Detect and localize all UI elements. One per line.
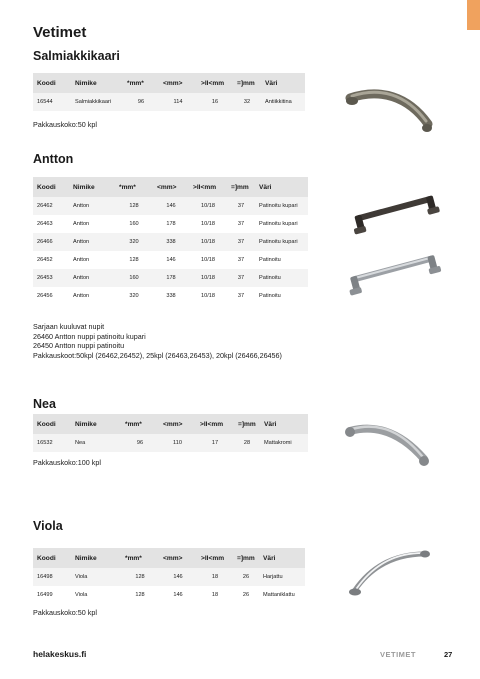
col-header: Koodi xyxy=(33,414,71,434)
cell-name: Antton xyxy=(69,233,115,251)
cell-cc: 128 xyxy=(115,197,153,215)
cell-name: Viola xyxy=(75,592,88,598)
col-header: Koodi xyxy=(33,177,69,197)
cell-code: 26462 xyxy=(33,197,69,215)
col-header: *mm* xyxy=(115,177,153,197)
cell-name: Antton xyxy=(69,269,115,287)
col-header: =]mm xyxy=(233,73,261,93)
cell-name: Antton xyxy=(73,257,90,263)
col-header: Nimike xyxy=(71,414,121,434)
cell-length: 338 xyxy=(166,293,176,299)
table-antton xyxy=(33,177,308,305)
note-line: Pakkauskoko:100 kpl xyxy=(33,458,101,467)
note-line: 26450 Antton nuppi patinoitu xyxy=(33,341,125,350)
cell-depth: 37 xyxy=(237,221,245,227)
cell-depth: 37 xyxy=(227,269,255,287)
col-header: >II<mm xyxy=(196,414,234,434)
col-header: <mm> xyxy=(159,414,196,434)
section-title-viola: Viola xyxy=(33,519,63,533)
cell-code: 26452 xyxy=(37,257,53,263)
cell-depth: 26 xyxy=(233,568,259,586)
col-header: =]mm xyxy=(227,177,255,197)
cell-height: 10/18 xyxy=(201,257,215,263)
cell-length: 114 xyxy=(159,93,197,111)
col-header: Koodi xyxy=(33,73,71,93)
cell-color: Patinoitu xyxy=(259,257,281,263)
cell-color: Antiikkitina xyxy=(261,93,305,111)
col-header: <mm> xyxy=(159,73,197,93)
note-line: Sarjaan kuuluvat nupit xyxy=(33,322,105,331)
table-salmiakkikaari xyxy=(33,73,305,111)
cell-depth: 37 xyxy=(227,233,255,251)
cell-code: 26466 xyxy=(33,233,69,251)
col-header: >II<mm xyxy=(197,548,233,568)
cell-color: Harjattu xyxy=(259,568,305,586)
section-tab-marker xyxy=(467,0,480,30)
cell-length: 110 xyxy=(159,434,196,452)
cell-color: Patinoitu xyxy=(255,269,308,287)
cell-code: 26456 xyxy=(37,293,53,299)
page-number: 27 xyxy=(444,650,453,659)
cell-code: 26453 xyxy=(33,269,69,287)
note-line: Pakkauskoko:50 kpl xyxy=(33,120,97,129)
col-header: =]mm xyxy=(233,548,259,568)
cell-length: 178 xyxy=(153,269,189,287)
table-viola xyxy=(33,548,305,604)
cell-code: 16532 xyxy=(33,434,71,452)
note-line: Pakkauskoko:50 kpl xyxy=(33,608,97,617)
col-header: *mm* xyxy=(123,73,159,93)
cell-color: Patinoitu kupari xyxy=(255,233,308,251)
notes-nea xyxy=(33,458,101,468)
table-row xyxy=(33,215,308,233)
col-header: >II<mm xyxy=(189,177,227,197)
cell-depth: 28 xyxy=(234,434,260,452)
table-row xyxy=(33,568,305,586)
cell-color: Patinoitu kupari xyxy=(259,221,298,227)
cell-height: 18 xyxy=(197,568,233,586)
footer-section-label: VETIMET xyxy=(380,650,417,659)
footer-site: helakeskus.fi xyxy=(33,649,87,659)
cell-depth: 37 xyxy=(237,293,245,299)
col-header: Väri xyxy=(255,177,308,197)
cell-depth: 37 xyxy=(237,257,245,263)
cell-depth: 37 xyxy=(227,197,255,215)
cell-height: 10/18 xyxy=(201,221,215,227)
col-header: Nimike xyxy=(69,177,115,197)
notes-viola xyxy=(33,608,97,618)
note-line: Pakkauskoot:50kpl (26462,26452), 25kpl (26463,26453), 20kpl (26466,26456) xyxy=(33,350,282,360)
cell-cc: 128 xyxy=(135,592,145,598)
col-header: Nimike xyxy=(71,548,121,568)
cell-height: 18 xyxy=(211,592,219,598)
col-header: Nimike xyxy=(71,73,123,93)
col-header: *mm* xyxy=(121,548,159,568)
cell-code: 16544 xyxy=(33,93,71,111)
cell-name: Antton xyxy=(69,197,115,215)
notes-salmiakkikaari xyxy=(33,120,97,130)
cell-name: Salmiakkikaari xyxy=(71,93,123,111)
cell-cc: 320 xyxy=(115,233,153,251)
col-header: <mm> xyxy=(153,177,189,197)
section-title-antton: Antton xyxy=(33,152,74,166)
cell-cc: 160 xyxy=(129,221,139,227)
cell-cc: 160 xyxy=(115,269,153,287)
salmiakkikaari-handle-image xyxy=(340,84,440,140)
cell-cc: 96 xyxy=(121,434,159,452)
col-header: >II<mm xyxy=(197,73,233,93)
cell-height: 10/18 xyxy=(189,233,227,251)
cell-length: 146 xyxy=(159,568,197,586)
table-row xyxy=(33,197,308,215)
note-line: 26460 Antton nuppi patinoitu kupari xyxy=(33,331,146,341)
cell-length: 146 xyxy=(173,592,183,598)
cell-height: 17 xyxy=(196,434,234,452)
cell-length: 178 xyxy=(166,221,176,227)
cell-color: Mattakromi xyxy=(260,434,308,452)
cell-code: 16499 xyxy=(37,592,53,598)
cell-color: Patinoitu kupari xyxy=(255,197,308,215)
col-header: Väri xyxy=(259,548,305,568)
section-title-nea: Nea xyxy=(33,397,56,411)
table-row xyxy=(33,251,308,269)
cell-depth: 26 xyxy=(242,592,250,598)
table-row xyxy=(33,287,308,305)
col-header: Koodi xyxy=(33,548,71,568)
col-header: Väri xyxy=(261,73,305,93)
cell-height: 10/18 xyxy=(189,269,227,287)
cell-height: 10/18 xyxy=(189,197,227,215)
cell-name: Nea xyxy=(71,434,121,452)
cell-cc: 320 xyxy=(129,293,139,299)
cell-cc: 128 xyxy=(129,257,139,263)
nea-handle-image xyxy=(340,415,435,473)
table-nea xyxy=(33,414,308,452)
table-row xyxy=(33,93,305,111)
col-header: <mm> xyxy=(159,548,197,568)
cell-name: Antton xyxy=(73,221,90,227)
antton-handle-image xyxy=(338,180,448,302)
cell-color: Mattaniklattu xyxy=(263,592,295,598)
col-header: *mm* xyxy=(121,414,159,434)
cell-color: Patinoitu xyxy=(259,293,281,299)
cell-height: 16 xyxy=(197,93,233,111)
cell-code: 16498 xyxy=(33,568,71,586)
viola-handle-image xyxy=(345,542,435,602)
cell-code: 26463 xyxy=(37,221,53,227)
cell-length: 146 xyxy=(166,257,176,263)
table-row xyxy=(33,434,308,452)
notes-antton xyxy=(33,322,282,360)
cell-length: 146 xyxy=(153,197,189,215)
cell-depth: 32 xyxy=(233,93,261,111)
table-row xyxy=(33,269,308,287)
cell-cc: 96 xyxy=(123,93,159,111)
cell-name: Viola xyxy=(71,568,121,586)
cell-name: Antton xyxy=(73,293,90,299)
table-row xyxy=(33,586,305,604)
section-title-salmiakkikaari: Salmiakkikaari xyxy=(33,49,120,63)
col-header: Väri xyxy=(260,414,308,434)
col-header: =]mm xyxy=(234,414,260,434)
table-row xyxy=(33,233,308,251)
cell-length: 338 xyxy=(153,233,189,251)
cell-cc: 128 xyxy=(121,568,159,586)
cell-height: 10/18 xyxy=(201,293,215,299)
page-title: Vetimet xyxy=(33,24,87,41)
